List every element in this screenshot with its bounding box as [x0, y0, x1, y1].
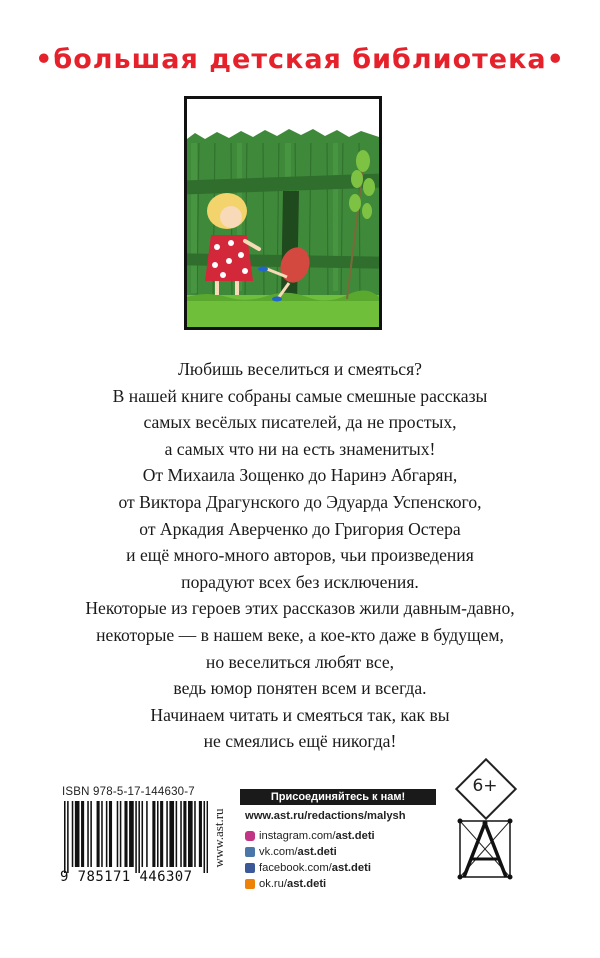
barcode-bar	[97, 801, 100, 867]
barcode-bar	[117, 801, 119, 867]
barcode-bar	[81, 801, 84, 867]
social-link-prefix: facebook.com/	[259, 862, 332, 874]
main-website-link[interactable]: www.ast.ru/redactions/malysh	[245, 810, 406, 822]
vk-icon	[245, 847, 255, 857]
isbn-text: ISBN 978-5-17-144630-7	[62, 786, 195, 798]
instagram-icon	[245, 831, 255, 841]
blurb-line: самых весёлых писателей, да не простых,	[143, 412, 457, 433]
facebook-icon	[245, 863, 255, 873]
publisher-site-text: www.ast.ru	[211, 808, 226, 868]
barcode-bar	[142, 801, 144, 867]
cover-illustration	[184, 96, 382, 330]
social-link-handle: ast.deti	[331, 862, 371, 874]
barcode-bar	[176, 801, 178, 867]
publisher-logo-icon	[456, 817, 514, 881]
blurb-line: от Виктора Драгунского до Эдуарда Успенского,	[118, 491, 482, 512]
back-cover-blurb	[20, 356, 580, 755]
social-link-handle: ast.deti	[335, 830, 375, 842]
barcode-bar	[194, 801, 196, 867]
barcode-digits: 9 785171 446307	[60, 869, 193, 885]
barcode-bar	[124, 801, 127, 867]
social-link-instagram[interactable]	[245, 828, 455, 844]
blurb-line: В нашей книге собраны самые смешные рассказы	[112, 385, 488, 406]
blurb-line: порадуют всех без исключения.	[181, 571, 419, 592]
odnoklassniki-icon	[245, 879, 255, 889]
girl-at-fence-illustration	[187, 99, 379, 327]
barcode-bar	[72, 801, 74, 867]
barcode-bar	[64, 801, 66, 873]
social-link-handle: ast.deti	[297, 846, 337, 858]
blurb-line: Начинаем читать и смеяться так, как вы	[150, 704, 450, 725]
social-links	[245, 808, 455, 892]
barcode-bar	[90, 801, 92, 867]
series-title-text: большая детская библиотека	[53, 44, 547, 75]
barcode	[62, 801, 208, 873]
barcode-bar	[207, 801, 208, 873]
blurb-line: некоторые — в нашем веке, а кое-кто даже в будущем,	[96, 624, 504, 645]
barcode-bar	[75, 801, 80, 867]
join-us-banner: Присоединяйтесь к нам!	[240, 789, 436, 805]
social-link-facebook[interactable]	[245, 860, 455, 876]
barcode-bar	[135, 801, 137, 873]
barcode-bar	[129, 801, 134, 867]
series-dot-left: •	[35, 44, 54, 75]
barcode-bar	[188, 801, 193, 867]
barcode-bar	[138, 801, 140, 873]
series-title	[0, 44, 600, 75]
barcode-bar	[169, 801, 174, 867]
social-link-prefix: ok.ru/	[259, 878, 287, 890]
barcode-bar	[166, 801, 168, 867]
publisher-site-vertical	[210, 793, 228, 883]
blurb-line: и ещё много-много авторов, чьи произведения	[126, 545, 474, 566]
blurb-line: Некоторые из героев этих рассказов жили давным-давно,	[85, 598, 515, 619]
blurb-line: Любишь веселиться и смеяться?	[178, 359, 422, 379]
barcode-bar	[180, 801, 182, 867]
barcode-bar	[87, 801, 89, 867]
barcode-bar	[101, 801, 103, 867]
barcode-bar	[199, 801, 202, 867]
barcode-bar	[67, 801, 69, 873]
barcode-bar	[106, 801, 108, 867]
social-link-handle: ast.deti	[286, 878, 327, 890]
age-rating-label: 6+	[472, 776, 498, 796]
barcode-bar	[120, 801, 122, 867]
social-link-vk[interactable]	[245, 844, 455, 860]
blurb-line: от Аркадия Аверченко до Григория Остера	[139, 518, 461, 539]
barcode-bar	[109, 801, 112, 867]
barcode-bar	[160, 801, 163, 867]
social-link-odnoklassniki[interactable]	[245, 876, 455, 892]
blurb-line: не смеялись ещё никогда!	[203, 731, 397, 752]
social-link-prefix: vk.com/	[259, 846, 298, 858]
barcode-bar	[146, 801, 148, 867]
social-link-prefix: instagram.com/	[259, 830, 336, 842]
blurb-line: а самых что ни на есть знаменитых!	[164, 438, 436, 459]
barcode-bar	[204, 801, 206, 873]
barcode-bar	[183, 801, 186, 867]
series-dot-right: •	[546, 44, 565, 75]
barcode-bar	[157, 801, 159, 867]
blurb-line: но веселиться любят все,	[205, 651, 395, 672]
age-rating-badge	[456, 759, 514, 817]
blurb-line: От Михаила Зощенко до Наринэ Абгарян,	[142, 465, 458, 486]
blurb-line: ведь юмор понятен всем и всегда.	[173, 678, 427, 699]
barcode-bar	[152, 801, 155, 867]
